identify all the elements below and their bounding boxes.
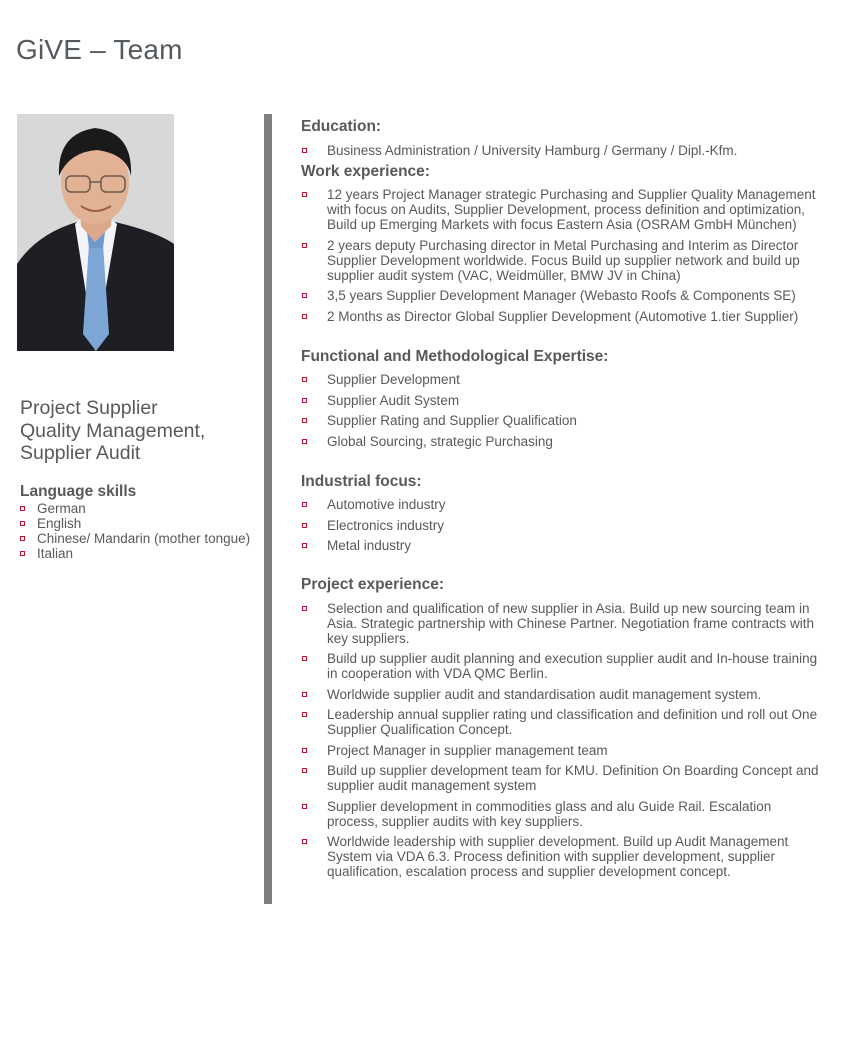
industrial-list [301, 497, 831, 553]
square-bullet-icon [302, 656, 307, 661]
square-bullet-icon [302, 523, 307, 528]
list-item: 2 Months as Director Global Supplier Development (Automotive 1.tier Supplier) [301, 309, 831, 324]
work-list [301, 187, 831, 324]
list-item: Worldwide supplier audit and standardisation audit management system. [301, 687, 831, 702]
education-section [301, 117, 831, 158]
role-title [20, 397, 260, 465]
list-item: Leadership annual supplier rating und classification and definition und roll out One Supplier Qualification Concept. [301, 707, 831, 737]
language-list [20, 501, 260, 561]
list-item: Build up supplier development team for KMU. Definition On Boarding Concept and supplier audit management system [301, 763, 831, 793]
square-bullet-icon [20, 536, 25, 541]
list-item: Project Manager in supplier management team [301, 743, 831, 758]
vertical-divider [264, 114, 272, 904]
language-skills [20, 483, 260, 561]
square-bullet-icon [302, 606, 307, 611]
list-item: Selection and qualification of new supplier in Asia. Build up new sourcing team in Asia. Strategic partnership with Chinese Partner. Negotiation frame contracts with key suppliers. [301, 601, 831, 646]
role-line: Supplier Audit [20, 442, 141, 464]
project-experience-section [301, 575, 831, 879]
square-bullet-icon [302, 692, 307, 697]
square-bullet-icon [302, 768, 307, 773]
square-bullet-icon [302, 398, 307, 403]
square-bullet-icon [302, 712, 307, 717]
square-bullet-icon [302, 839, 307, 844]
section-heading: Functional and Methodological Expertise: [301, 347, 609, 365]
cv-content [301, 117, 831, 879]
square-bullet-icon [302, 377, 307, 382]
list-item: English [20, 516, 260, 531]
list-item: Worldwide leadership with supplier development. Build up Audit Management System via VDA 6.3. Process definition with supplier development, supplier qualification, escalation process and supplier development concept. [301, 834, 831, 879]
project-list [301, 601, 831, 880]
square-bullet-icon [302, 418, 307, 423]
square-bullet-icon [302, 293, 307, 298]
square-bullet-icon [302, 439, 307, 444]
square-bullet-icon [302, 804, 307, 809]
square-bullet-icon [20, 521, 25, 526]
list-item: 2 years deputy Purchasing director in Metal Purchasing and Interim as Director Supplier Development worldwide. Focus Build up supplier network and build up supplier audit system (VAC, Weidmüller, BMW JV in China) [301, 238, 831, 283]
list-item: Business Administration / University Hamburg / Germany / Dipl.-Kfm. [301, 143, 831, 158]
list-item: German [20, 501, 260, 516]
industrial-focus-section [301, 472, 831, 554]
square-bullet-icon [302, 748, 307, 753]
list-item: Supplier development in commodities glass and alu Guide Rail. Escalation process, supplier audits with key suppliers. [301, 799, 831, 829]
list-item: 12 years Project Manager strategic Purchasing and Supplier Quality Management with focus on Audits, Supplier Development, process definition and optimization, Build up Emerging Markets with focus Eastern Asia (OSRAM GmbH München) [301, 187, 831, 232]
list-item: Chinese/ Mandarin (mother tongue) [20, 531, 260, 546]
square-bullet-icon [302, 192, 307, 197]
square-bullet-icon [20, 506, 25, 511]
list-item: Build up supplier audit planning and execution supplier audit and In-house training in cooperation with VDA QMC Berlin. [301, 651, 831, 681]
role-line: Project Supplier [20, 397, 158, 419]
square-bullet-icon [302, 314, 307, 319]
role-line: Quality Management, [20, 419, 206, 442]
list-item: Global Sourcing, strategic Purchasing [301, 434, 831, 449]
square-bullet-icon [302, 243, 307, 248]
list-item: 3,5 years Supplier Development Manager (Webasto Roofs & Components SE) [301, 288, 831, 303]
list-item: Supplier Rating and Supplier Qualification [301, 413, 831, 428]
list-item: Automotive industry [301, 497, 831, 512]
section-heading: Project experience: [301, 576, 445, 593]
square-bullet-icon [20, 551, 25, 556]
square-bullet-icon [302, 543, 307, 548]
square-bullet-icon [302, 148, 307, 153]
section-heading: Work experience: [301, 162, 430, 180]
language-heading: Language skills [20, 483, 137, 500]
work-experience-section [301, 162, 831, 324]
list-item: Electronics industry [301, 518, 831, 533]
list-item: Supplier Audit System [301, 393, 831, 408]
functional-expertise-section [301, 347, 831, 449]
profile-photo [17, 114, 174, 351]
section-heading: Industrial focus: [301, 472, 422, 490]
list-item: Italian [20, 546, 260, 561]
functional-list [301, 372, 831, 449]
section-heading: Education: [301, 118, 382, 135]
square-bullet-icon [302, 502, 307, 507]
page-title: GiVE – Team [16, 34, 183, 65]
list-item: Supplier Development [301, 372, 831, 387]
list-item: Metal industry [301, 538, 831, 553]
education-list [301, 143, 831, 158]
